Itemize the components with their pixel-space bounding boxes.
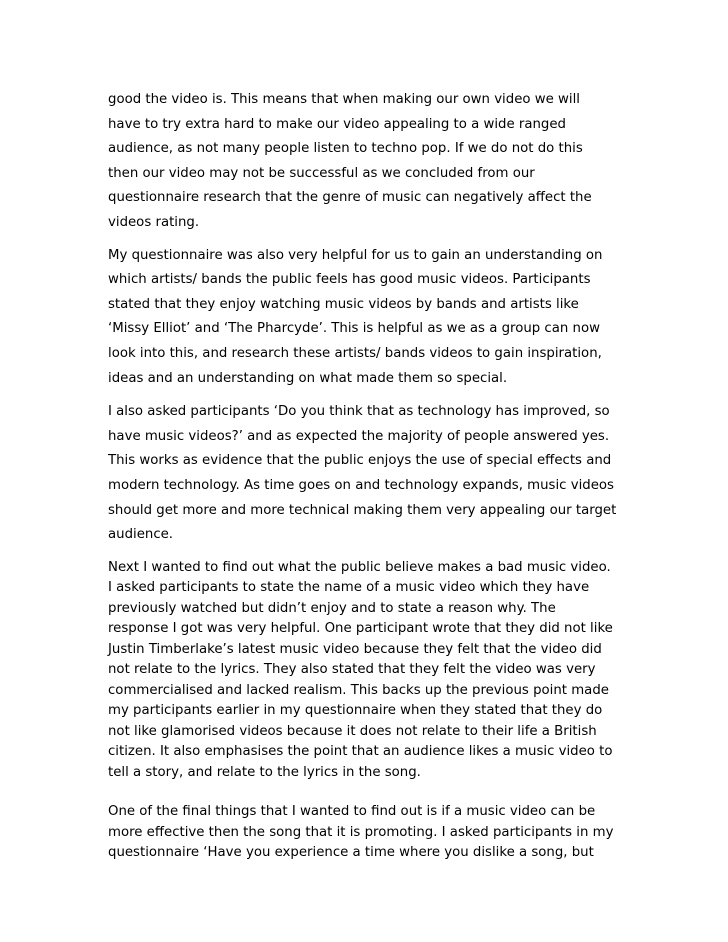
paragraph-1 [108,88,628,236]
text-line: audience. [108,527,174,543]
text-line: Justin Timberlake’s latest music video because they felt that the video did [108,641,602,657]
text-line: my participants earlier in my questionnaire when they stated that they do [108,703,603,719]
text-line: My questionnaire was also very helpful for us to gain an understanding on [108,247,603,263]
text-line: then our video may not be successful as we concluded from our [108,165,535,181]
text-line: citizen. It also emphasises the point that an audience likes a music video to [108,744,613,760]
text-line: previously watched but didn’t enjoy and to state a reason why. The [108,600,556,616]
text-line: I asked participants to state the name of a music video which they have [108,580,590,596]
text-line: ideas and an understanding on what made them so special. [108,370,508,386]
text-line: look into this, and research these artists/ bands videos to gain inspiration, [108,345,602,361]
text-line: This works as evidence that the public enjoys the use of special effects and [108,453,612,469]
text-line: not relate to the lyrics. They also stated that they felt the video was very [108,662,596,678]
text-line: audience, as not many people listen to techno pop. If we do not do this [108,141,583,157]
text-line: should get more and more technical making them very appealing our target [108,502,617,518]
text-line: have music videos?’ and as expected the majority of people answered yes. [108,428,610,444]
text-line: which artists/ bands the public feels has good music videos. Participants [108,272,591,288]
text-line: tell a story, and relate to the lyrics in the song. [108,764,421,780]
document-page [108,88,628,874]
paragraph-4 [108,558,628,784]
text-line: I also asked participants ‘Do you think that as technology has improved, so [108,404,610,420]
text-line: questionnaire ‘Have you experience a time where you dislike a song, but [108,845,594,861]
paragraph-2 [108,244,628,392]
text-line: stated that they enjoy watching music videos by bands and artists like [108,296,579,312]
text-line: Next I wanted to find out what the public believe makes a bad music video. [108,559,611,575]
text-line: response I got was very helpful. One participant wrote that they did not like [108,621,613,637]
text-line: questionnaire research that the genre of music can negatively affect the [108,190,592,206]
text-line: videos rating. [108,214,200,230]
text-line: not like glamorised videos because it does not relate to their life a British [108,723,597,739]
text-line: commercialised and lacked realism. This backs up the previous point made [108,682,609,698]
text-line: have to try extra hard to make our video appealing to a wide ranged [108,116,566,132]
text-line: modern technology. As time goes on and technology expands, music videos [108,477,614,493]
text-line: good the video is. This means that when making our own video we will [108,92,580,107]
paragraph-3 [108,400,628,548]
paragraph-5 [108,802,628,864]
text-line: One of the final things that I wanted to find out is if a music video can be [108,804,596,820]
text-line: more effective then the song that it is promoting. I asked participants in my [108,824,614,840]
text-line: ‘Missy Elliot’ and ‘The Pharcyde’. This is helpful as we as a group can now [108,321,600,337]
